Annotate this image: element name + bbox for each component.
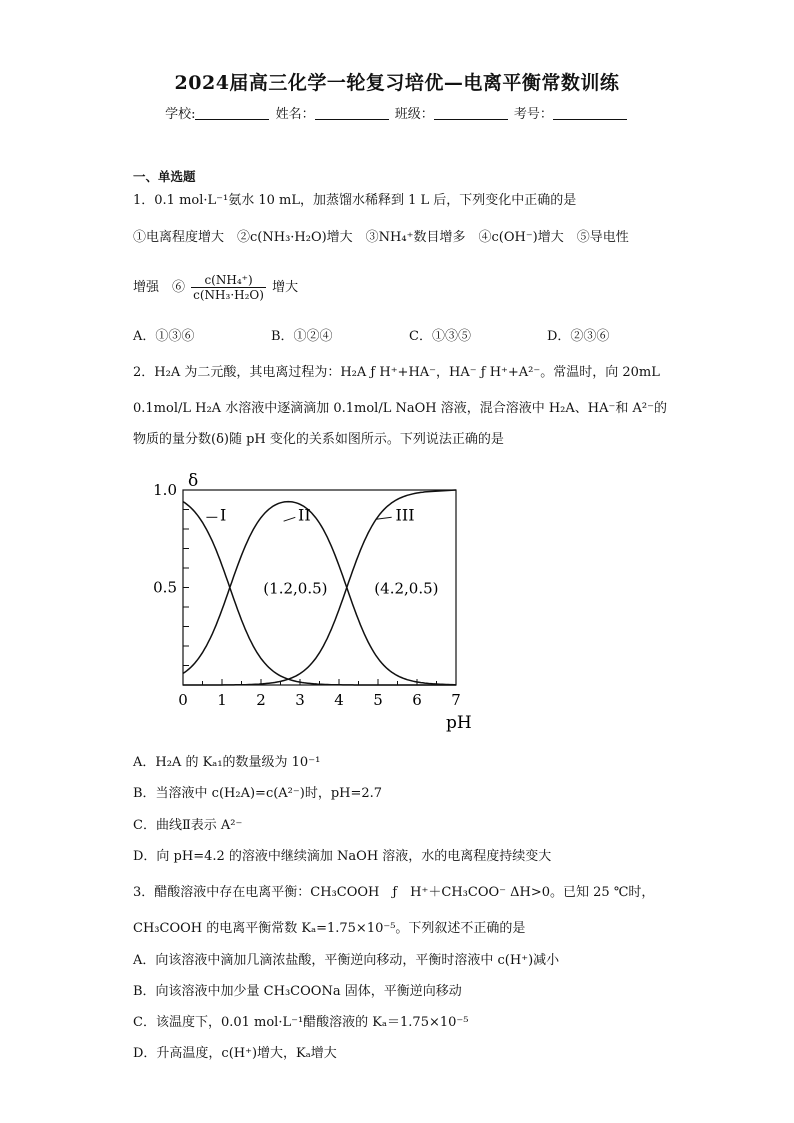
intersection-label: (1.2,0.5) bbox=[263, 579, 328, 598]
q3-stem-line1: 3．醋酸溶液中存在电离平衡：CH₃COOH ƒ H⁺＋CH₃COO⁻ ΔH>0。已知 25 ℃时， bbox=[133, 885, 655, 900]
x-tick-label: 4 bbox=[334, 691, 344, 709]
q1-items-line1: ①电离程度增大 ②c(NH₃·H₂O)增大 ③NH₄⁺数目增多 ④c(OH⁻)增大 ⑤导电性 bbox=[133, 230, 629, 245]
q3-option-a[interactable]: A．向该溶液中滴加几滴浓盐酸，平衡逆向移动，平衡时溶液中 c(H⁺)减小 bbox=[133, 953, 560, 968]
page-title: 2024届高三化学一轮复习培优—电离平衡常数训练 bbox=[174, 72, 620, 94]
q2-stem-line2: 0.1mol/L H₂A 水溶液中逐滴滴加 0.1mol/L NaOH 溶液，混合溶液中 H₂A、HA⁻和 A²⁻的 bbox=[133, 401, 667, 416]
chart-labels bbox=[153, 471, 472, 733]
y-tick-label: 0.5 bbox=[153, 578, 177, 597]
student-info-line bbox=[0, 103, 794, 122]
intersection-label: (4.2,0.5) bbox=[374, 579, 439, 598]
number-label: 考号： bbox=[513, 107, 553, 122]
curve-I-label: I bbox=[220, 505, 227, 525]
x-tick-label: 5 bbox=[373, 691, 383, 709]
q2-option-c[interactable]: C．曲线Ⅱ表示 A²⁻ bbox=[133, 818, 243, 833]
x-tick-label: 2 bbox=[256, 691, 266, 709]
x-tick-label: 3 bbox=[295, 691, 305, 709]
school-blank[interactable] bbox=[195, 106, 269, 120]
q1-stem: 1．0.1 mol·L⁻¹氨水 10 mL，加蒸馏水稀释到 1 L 后，下列变化中正确的是 bbox=[133, 193, 577, 208]
curve-II-label-leader bbox=[284, 517, 296, 521]
school-label: 学校: bbox=[165, 107, 196, 122]
q1-options bbox=[133, 329, 609, 345]
q2-option-b[interactable]: B．当溶液中 c(H₂A)=c(A²⁻)时，pH=2.7 bbox=[133, 786, 383, 801]
q2-stem-line3: 物质的量分数(δ)随 pH 变化的关系如图所示。下列说法正确的是 bbox=[133, 432, 504, 447]
q1-fraction-numerator: c(NH₄⁺) bbox=[191, 273, 266, 288]
q2-stem-line1: 2．H₂A 为二元酸，其电离过程为：H₂A ƒ H⁺+HA⁻，HA⁻ ƒ H⁺+A²⁻。常温时，向 20mL bbox=[133, 365, 660, 380]
q3-stem-line2: CH₃COOH 的电离平衡常数 Kₐ=1.75×10⁻⁵。下列叙述不正确的是 bbox=[133, 921, 526, 936]
number-blank[interactable] bbox=[553, 106, 627, 120]
q1-item6-suffix: 增大 bbox=[272, 280, 299, 295]
q1-fraction-denominator: c(NH₃·H₂O) bbox=[193, 288, 264, 302]
y-axis-label: δ bbox=[188, 471, 199, 491]
q1-option-c[interactable]: C．①③⑤ bbox=[409, 329, 471, 344]
x-axis-label: pH bbox=[446, 713, 472, 733]
class-label: 班级： bbox=[394, 107, 434, 122]
name-label: 姓名： bbox=[275, 107, 315, 122]
q3-option-d[interactable]: D．升高温度，c(H⁺)增大，Kₐ增大 bbox=[133, 1046, 337, 1061]
name-blank[interactable] bbox=[315, 106, 389, 120]
x-tick-label: 6 bbox=[412, 691, 422, 709]
q2-option-d[interactable]: D．向 pH=4.2 的溶液中继续滴加 NaOH 溶液，水的电离程度持续变大 bbox=[133, 849, 552, 864]
class-blank[interactable] bbox=[434, 106, 508, 120]
q3-option-c[interactable]: C．该温度下，0.01 mol·L⁻¹醋酸溶液的 Kₐ＝1.75×10⁻⁵ bbox=[133, 1015, 469, 1030]
curve-II-label: II bbox=[298, 505, 311, 525]
q1-items-line2 bbox=[133, 273, 298, 302]
y-tick-label: 1.0 bbox=[153, 481, 177, 499]
q1-option-a[interactable]: A．①③⑥ bbox=[133, 329, 195, 344]
x-tick-label: 1 bbox=[217, 691, 227, 709]
q3-option-b[interactable]: B．向该溶液中加少量 CH₃COONa 固体，平衡逆向移动 bbox=[133, 984, 462, 999]
section-heading: 一、单选题 bbox=[133, 169, 196, 184]
x-tick-label: 0 bbox=[178, 691, 188, 709]
q1-item6-prefix: 增强 ⑥ bbox=[133, 280, 186, 295]
curve-III-label: III bbox=[395, 505, 415, 525]
q1-option-d[interactable]: D．②③⑥ bbox=[547, 329, 610, 344]
q2-option-a[interactable]: A．H₂A 的 Kₐ₁的数量级为 10⁻¹ bbox=[133, 755, 321, 770]
distribution-chart bbox=[140, 468, 480, 738]
q1-option-b[interactable]: B．①②④ bbox=[271, 329, 333, 344]
curve-III-label-leader bbox=[376, 517, 392, 519]
q1-fraction bbox=[191, 273, 266, 302]
x-tick-label: 7 bbox=[451, 691, 461, 709]
